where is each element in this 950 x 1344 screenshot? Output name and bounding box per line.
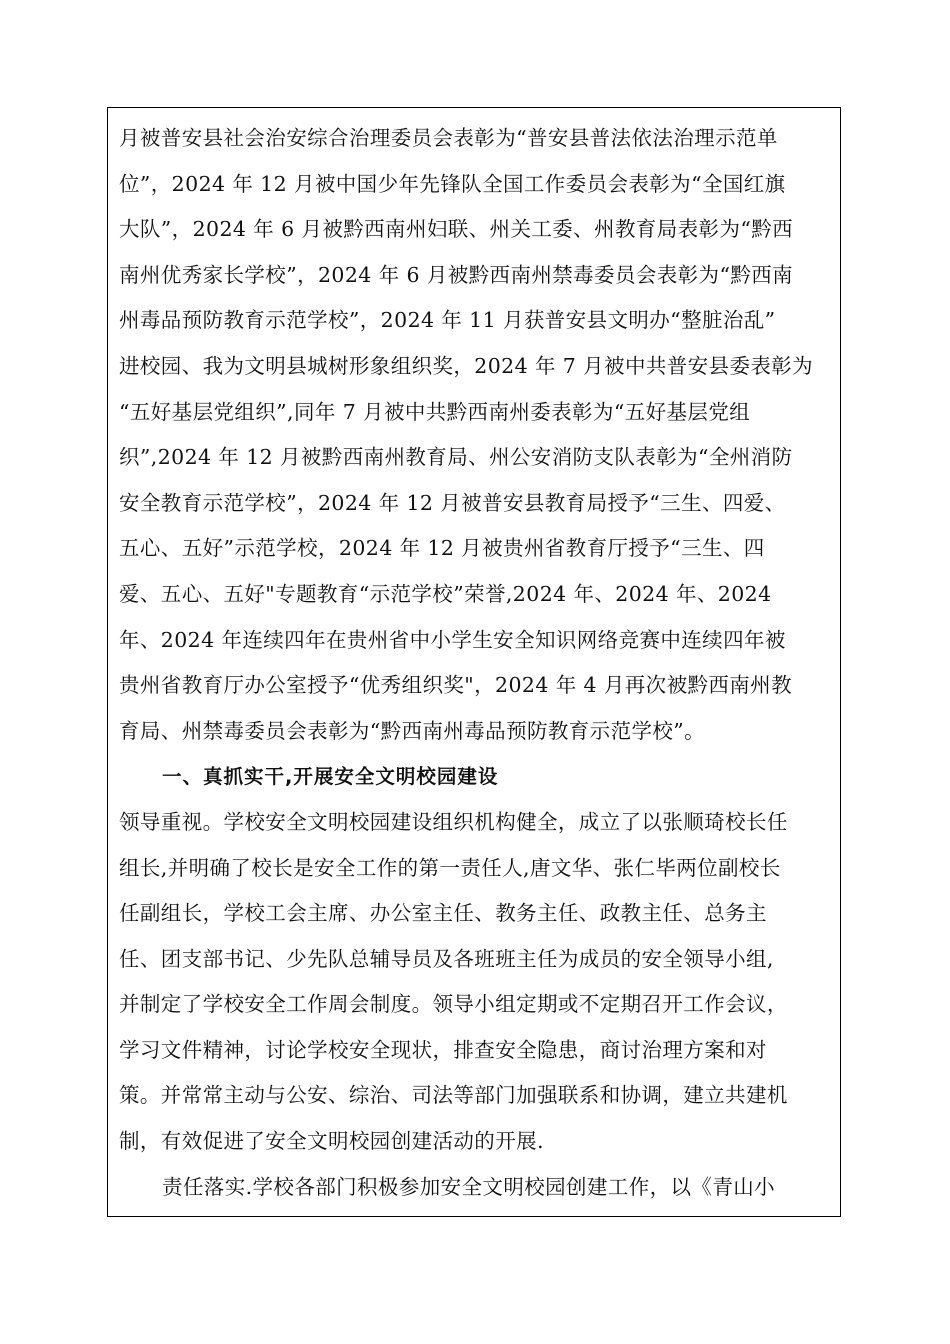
text-line: 组长,并明确了校长是安全工作的第一责任人,唐文华、张仁毕两位副校长	[119, 855, 781, 880]
text-line: 任副组长，学校工会主席、办公室主任、教务主任、政教主任、总务主	[119, 901, 767, 926]
text-line: 织”,2024 年 12 月被黔西南州教育局、州公安消防支队表彰为“全州消防	[119, 445, 793, 470]
text-line: 贵州省教育厅办公室授予“优秀组织奖"，2024 年 4 月再次被黔西南州教	[119, 673, 792, 698]
text-line: 位”，2024 年 12 月被中国少年先锋队全国工作委员会表彰为“全国红旗	[119, 171, 786, 196]
text-line: 州毒品预防教育示范学校”，2024 年 11 月获普安县文明办“整脏治乱”	[119, 308, 776, 333]
text-line: 任、团支部书记、少先队总辅导员及各班班主任为成员的安全领导小组,	[119, 946, 774, 971]
text-line: 育局、州禁毒委员会表彰为“黔西南州毒品预防教育示范学校”。	[119, 718, 706, 743]
text-line: 南州优秀家长学校”，2024 年 6 月被黔西南州禁毒委员会表彰为“黔西南	[119, 262, 794, 287]
text-line: 学习文件精神，讨论学校安全现状，排查安全隐患，商讨治理方案和对	[119, 1037, 767, 1062]
document-body	[119, 116, 829, 1210]
text-line: 进校园、我为文明县城树形象组织奖，2024 年 7 月被中共普安县委表彰为	[119, 353, 814, 378]
document-frame	[107, 107, 841, 1217]
text-line: 五心、五好”示范学校，2024 年 12 月被贵州省教育厅授予“三生、四	[119, 536, 765, 561]
section-heading: 一、真抓实干,开展安全文明校园建设	[162, 765, 499, 789]
text-line: 责任落实.学校各部门积极参加安全文明校园创建工作，以《青山小	[162, 1174, 776, 1199]
text-line: 大队”，2024 年 6 月被黔西南州妇联、州关工委、州教育局表彰为“黔西	[119, 217, 794, 242]
text-line: 制，有效促进了安全文明校园创建活动的开展.	[119, 1129, 544, 1154]
text-line: 并制定了学校安全工作周会制度。领导小组定期或不定期召开工作会议，	[119, 992, 788, 1017]
text-line: 爱、五心、五好"专题教育“示范学校”荣誉,2024 年、2024 年、2024	[119, 581, 772, 606]
text-line: 策。并常常主动与公安、综治、司法等部门加强联系和协调，建立共建机	[119, 1083, 788, 1108]
text-line: 领导重视。学校安全文明校园建设组织机构健全，成立了以张顺琦校长任	[119, 809, 788, 834]
text-line: 年、2024 年连续四年在贵州省中小学生安全知识网络竞赛中连续四年被	[119, 627, 786, 652]
text-line: 安全教育示范学校”，2024 年 12 月被普安县教育局授予“三生、四爱、	[119, 490, 786, 515]
text-line: 月被普安县社会治安综合治理委员会表彰为“普安县普法依法治理示范单	[119, 126, 778, 150]
text-line: “五好基层党组织”,同年 7 月被中共黔西南州委表彰为“五好基层党组	[119, 399, 751, 424]
